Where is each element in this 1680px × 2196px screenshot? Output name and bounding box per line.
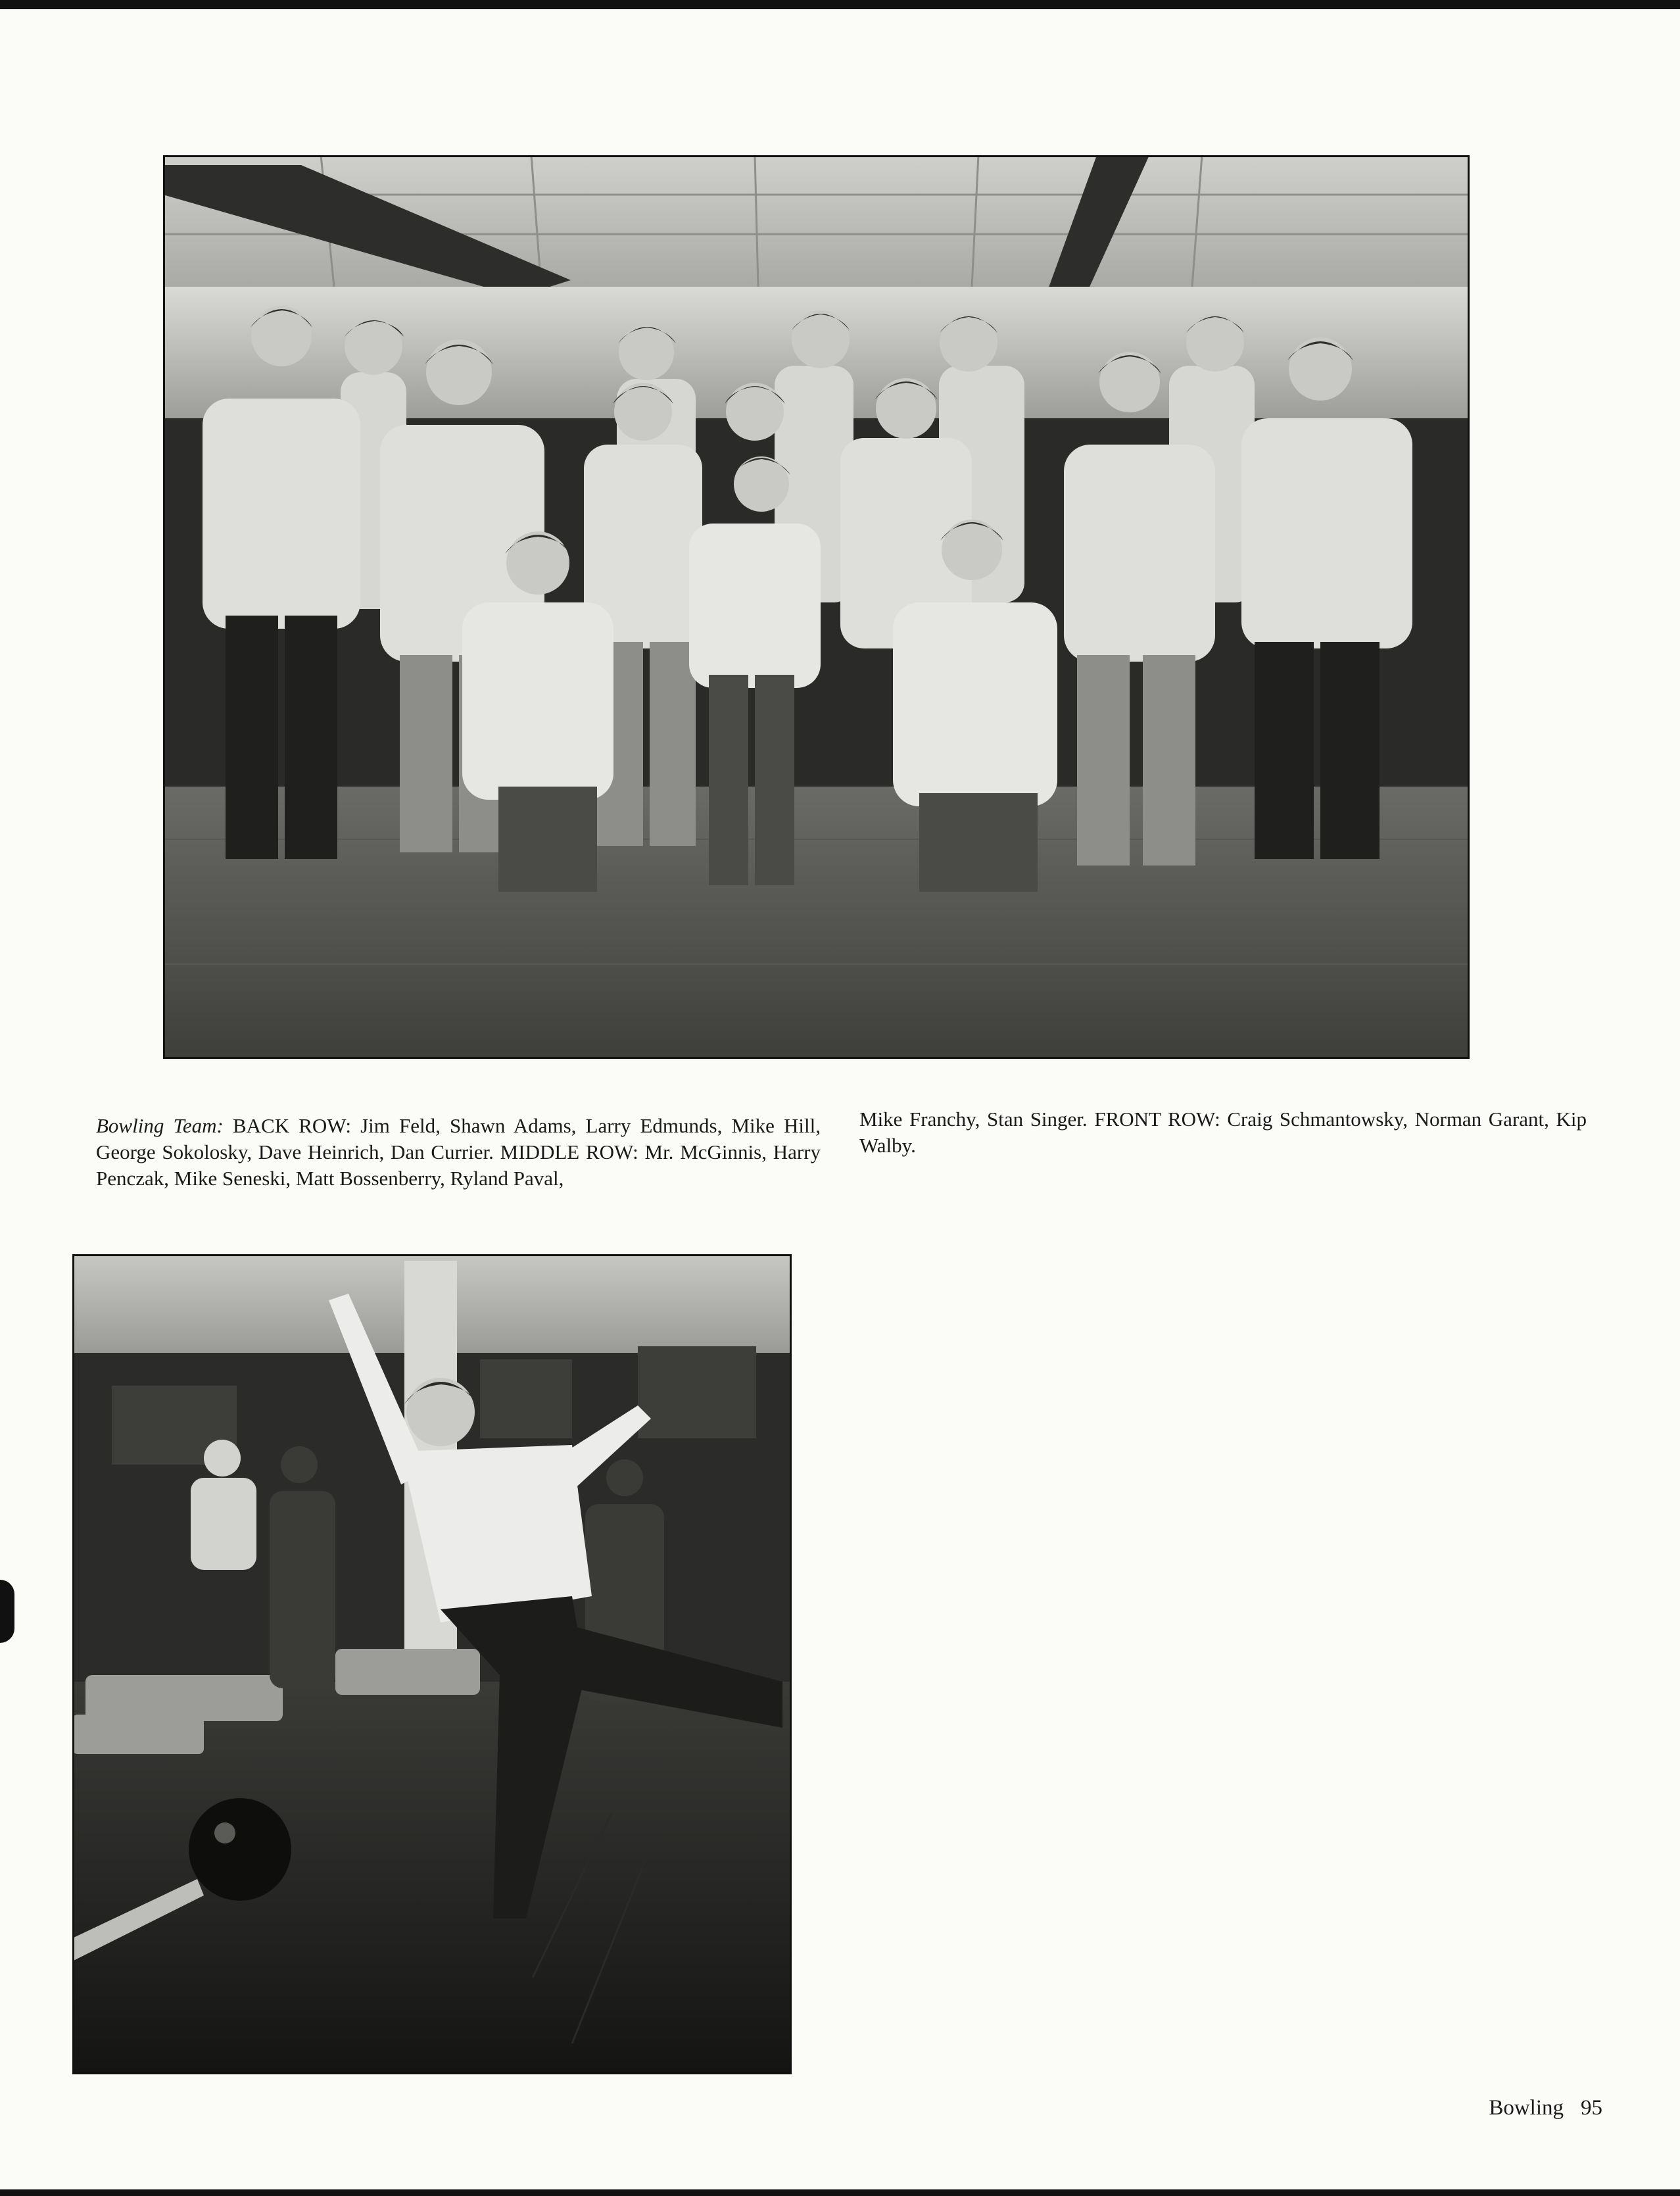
caption-text-1: BACK ROW: Jim Feld, Shawn Adams, Larry Edmunds, Mike Hill, George Sokolosky, Dave Heinrich, Dan Currier. MIDDLE ROW: Mr. McGinnis, Harry Penczak, Mike Seneski, Matt Bossenberry, Ryland Paval, xyxy=(96,1114,821,1190)
bowler-action-photo xyxy=(72,1254,792,2074)
team-caption-column-2 xyxy=(859,1106,1587,1159)
binding-mark xyxy=(0,1580,14,1643)
caption-lead: Bowling Team: xyxy=(96,1114,224,1137)
bowling-team-photo-image xyxy=(163,155,1470,1059)
caption-text-2: Mike Franchy, Stan Singer. FRONT ROW: Craig Schmantowsky, Norman Garant, Kip Walby. xyxy=(859,1108,1587,1157)
folio-section: Bowling xyxy=(1489,2096,1564,2120)
team-caption-column-1 xyxy=(96,1113,821,1192)
folio-page-number: 95 xyxy=(1581,2096,1602,2120)
bowler-action-photo-image xyxy=(72,1254,792,2074)
bowling-team-photo xyxy=(163,155,1470,1059)
page-folio xyxy=(1489,2096,1602,2120)
